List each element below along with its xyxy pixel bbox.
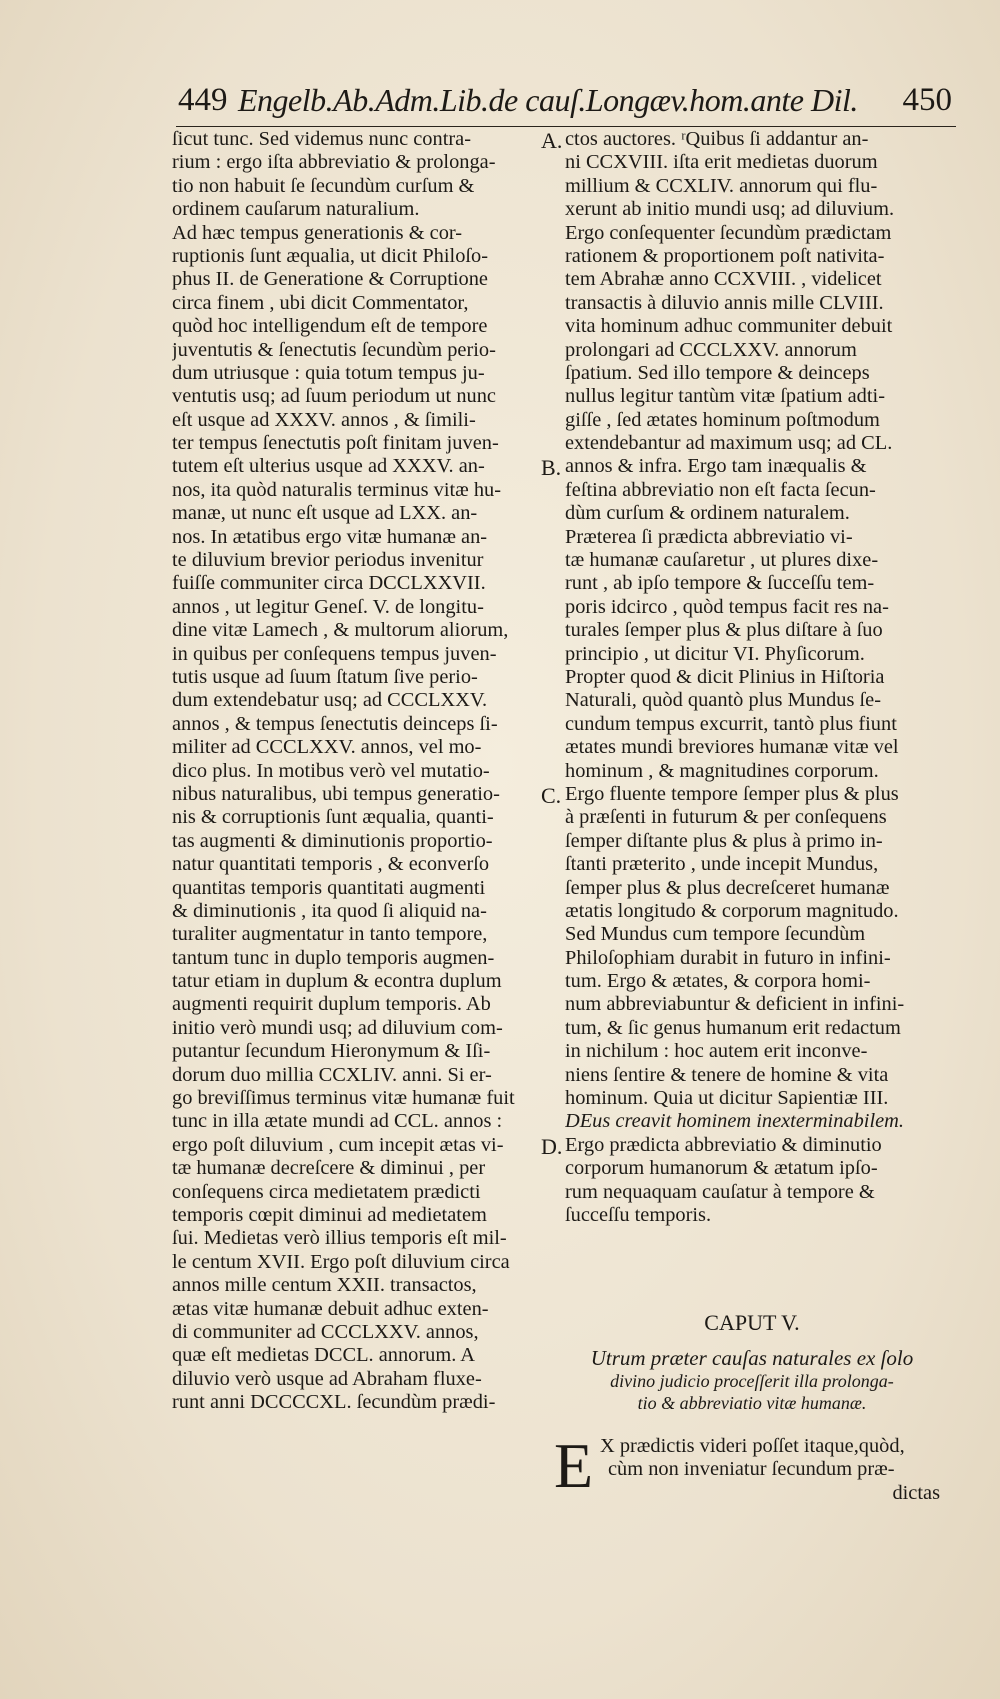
margin-letter-a: A.	[541, 128, 563, 153]
text-line: quæ eſt medietas DCCL. annorum. A	[172, 1344, 475, 1367]
text-line: Ergo prædicta abbreviatio & diminutio	[565, 1133, 882, 1156]
text-line: initio verò mundi usq; ad diluvium com-	[172, 1016, 503, 1039]
text-line: tas augmenti & diminutionis proportio-	[172, 829, 493, 852]
text-line: Propter quod & dicit Plinius in Hiſtoria	[565, 665, 885, 688]
text-line: Ad hæc tempus generationis & cor-	[172, 221, 463, 244]
text-line: tunc in illa ætate mundi ad CCL. annos :	[172, 1110, 503, 1133]
text-line: dum utriusque : quia totum tempus ju-	[172, 361, 485, 384]
text-line: tatur etiam in duplum & econtra duplum	[172, 970, 502, 993]
text-line: poris idcirco , quòd tempus facit res na-	[565, 595, 889, 618]
chapter-subtitle-line-2: divino judicio proceſſerit illa prolonga-	[610, 1371, 894, 1391]
text-line: tum. Ergo & ætates, & corpora homi-	[565, 970, 871, 993]
text-line: corporum humanorum & ætatum ipſo-	[565, 1157, 878, 1180]
text-line: ter tempus ſenectutis poſt finitam juven-	[172, 432, 499, 455]
text-line: niens ſentire & tenere de homine & vita	[565, 1063, 889, 1086]
text-line: runt anni DCCCCXL. ſecundùm prædi-	[172, 1391, 496, 1414]
right-text-column	[565, 128, 939, 1227]
text-line: Præterea ſi prædicta abbreviatio vi-	[565, 525, 853, 548]
text-line: ergo poſt diluvium , cum incepit ætas vi-	[172, 1133, 504, 1156]
text-line: temporis cœpit diminui ad medietatem	[172, 1203, 487, 1226]
text-line: nos, ita quòd naturalis terminus vitæ hu-	[172, 478, 502, 501]
page-number-right: 450	[902, 82, 952, 118]
text-line: annos , & tempus ſenectutis deinceps ſi-	[172, 712, 498, 735]
text-line: Philoſophiam durabit in futuro in infini-	[565, 946, 891, 969]
chapter-heading-block	[565, 1310, 939, 1414]
text-line: principio , ut dicitur VI. Phyſicorum.	[565, 642, 865, 665]
text-line: giſſe , ſed ætates hominum poſtmodum	[565, 408, 880, 431]
opening-line-1: X prædictis videri poſſet itaque,quòd,	[600, 1435, 905, 1457]
text-line: fuiſſe communiter circa DCCLXXVII.	[172, 572, 486, 595]
text-line: tutem eſt ulterius usque ad XXXV. an-	[172, 455, 485, 478]
chapter-subtitle-line-1: Utrum præter cauſas naturales ex ſolo	[590, 1346, 914, 1370]
text-line: diluvio verò usque ad Abraham fluxe-	[172, 1367, 482, 1390]
text-line: militer ad CCCLXXV. annos, vel mo-	[172, 736, 482, 759]
text-line: ſemper plus & plus decreſceret humanæ	[565, 876, 890, 899]
text-line: nullus legitur tantùm vitæ ſpatium adti-	[565, 385, 885, 408]
text-line: dùm curſum & ordinem naturalem.	[565, 502, 850, 525]
text-line: quantitas temporis quantitati augmenti	[172, 876, 486, 899]
text-line: ſucceſſu temporis.	[565, 1203, 712, 1226]
text-line: prolongari ad CCCLXXV. annorum	[565, 338, 857, 361]
text-line: tæ humanæ cauſaretur , ut plures dixe-	[565, 549, 879, 572]
text-line: quòd hoc intelligendum eſt de tempore	[172, 315, 488, 338]
text-line: vita hominum adhuc communiter debuit	[565, 315, 893, 338]
text-line: natur quantitati temporis , & econverſo	[172, 853, 490, 876]
text-line: xerunt ab initio mundi usq; ad diluvium.	[565, 198, 895, 221]
text-line: di communiter ad CCCLXXV. annos,	[172, 1320, 479, 1343]
catchword: dictas	[892, 1481, 940, 1504]
chapter-heading: CAPUT V.	[704, 1310, 800, 1335]
running-header	[176, 82, 956, 127]
text-line: ſui. Medietas verò illius temporis eſt mil-	[172, 1227, 507, 1250]
text-line: nibus naturalibus, ubi tempus generatio-	[172, 782, 500, 805]
text-line: DEus creavit hominem inexterminabilem.	[565, 1110, 905, 1133]
opening-line-2: cùm non inveniatur ſecundum præ-	[608, 1458, 895, 1481]
text-line: dorum duo millia CCXLIV. anni. Si er-	[172, 1063, 492, 1086]
text-line: & diminutionis , ita quod ſi aliquid na-	[172, 899, 487, 922]
text-line: ætas vitæ humanæ debuit adhuc exten-	[172, 1297, 489, 1320]
text-line: hominum , & magnitudines corporum.	[565, 759, 879, 782]
text-line: millium & CCXLIV. annorum qui flu-	[565, 174, 878, 197]
text-line: ſemper diſtante plus & plus à primo in-	[565, 829, 883, 852]
drop-cap: E	[554, 1430, 594, 1501]
chapter-opening-text	[600, 1435, 940, 1505]
text-line: nos. In ætatibus ergo vitæ humanæ an-	[172, 525, 488, 548]
text-line: eſt usque ad XXXV. annos , & ſimili-	[172, 408, 476, 431]
text-line: juventutis & ſenectutis ſecundùm perio-	[172, 338, 496, 361]
text-line: num abbreviabuntur & deficient in infini-	[565, 993, 905, 1016]
text-line: circa finem , ubi dicit Commentator,	[172, 291, 469, 314]
left-text-column	[172, 128, 540, 1414]
text-line: augmenti requirit duplum temporis. Ab	[172, 993, 491, 1016]
text-line: ætates mundi breviores humanæ vitæ vel	[565, 736, 899, 759]
text-line: tum, & ſic genus humanum erit redactum	[565, 1016, 901, 1039]
text-line: conſequens circa medietatem prædicti	[172, 1180, 481, 1203]
text-line: rationem & proportionem poſt nativita-	[565, 244, 885, 267]
text-line: ruptionis ſunt æqualia, ut dicit Philoſo-	[172, 244, 489, 267]
text-line: extendebantur ad maximum usq; ad CL.	[565, 432, 893, 455]
text-line: dico plus. In motibus verò vel mutatio-	[172, 759, 490, 782]
text-line: phus II. de Generatione & Corruptione	[172, 268, 488, 291]
page-number-left: 449	[178, 82, 228, 118]
text-line: tæ humanæ decreſcere & diminui , per	[172, 1157, 486, 1180]
text-line: annos & infra. Ergo tam inæqualis &	[565, 455, 867, 478]
text-line: Naturali, quòd quantò plus Mundus ſe-	[565, 689, 882, 712]
text-line: tantum tunc in duplo temporis augmen-	[172, 946, 495, 969]
text-line: ordinem cauſarum naturalium.	[172, 198, 420, 221]
text-line: ni CCXVIII. iſta erit medietas duorum	[565, 151, 878, 174]
text-line: in nichilum : hoc autem erit inconve-	[565, 1040, 868, 1063]
text-line: ventutis usq; ad ſuum periodum ut nunc	[172, 385, 496, 408]
text-line: feſtina abbreviatio non eſt facta ſecun-	[565, 478, 876, 501]
text-line: transactis à diluvio annis mille CLVIII.	[565, 291, 884, 314]
margin-letter-c: C.	[541, 783, 562, 808]
text-line: dine vitæ Lamech , & multorum aliorum,	[172, 619, 509, 642]
text-line: le centum XVII. Ergo poſt diluvium circa	[172, 1250, 510, 1273]
text-line: te diluvium brevior periodus invenitur	[172, 549, 484, 572]
text-line: annos , ut legitur Geneſ. V. de longitu-	[172, 595, 484, 618]
text-line: Sed Mundus cum tempore ſecundùm	[565, 923, 866, 946]
running-title: Engelb.Ab.Adm.Lib.de cauſ.Longæv.hom.ante Dil.	[238, 82, 858, 118]
text-line: hominum. Quia ut dicitur Sapientiæ III.	[565, 1087, 889, 1110]
text-line: go breviſſimus terminus vitæ humanæ fuit	[172, 1087, 515, 1110]
text-line: ſicut tunc. Sed videmus nunc contra-	[172, 128, 471, 150]
text-line: Ergo conſequenter ſecundùm prædictam	[565, 221, 892, 244]
text-line: tem Abrahæ anno CCXVIII. , videlicet	[565, 268, 882, 291]
text-line: turaliter augmentatur in tanto tempore,	[172, 923, 488, 946]
chapter-subtitle-line-3: tio & abbreviatio vitæ humanæ.	[637, 1393, 867, 1413]
text-line: nis & corruptionis ſunt æqualia, quanti-	[172, 806, 494, 829]
text-line: manæ, ut nunc eſt usque ad LXX. an-	[172, 502, 478, 525]
text-line: putantur ſecundum Hieronymum & Iſi-	[172, 1040, 491, 1063]
text-line: tutis usque ad ſuum ſtatum ſive perio-	[172, 665, 478, 688]
text-line: rum nequaquam cauſatur à tempore &	[565, 1180, 875, 1203]
text-line: ctos auctores. ʳQuibus ſi addantur an-	[565, 128, 869, 150]
text-line: cundum tempus excurrit, tantò plus fiunt	[565, 712, 897, 735]
text-line: tio non habuit ſe ſecundùm curſum &	[172, 174, 475, 197]
text-line: ſpatium. Sed illo tempore & deinceps	[565, 361, 870, 384]
text-line: à præſenti in futurum & per conſequens	[565, 806, 887, 829]
margin-letter-d: D.	[541, 1134, 563, 1159]
text-line: ſtanti præterito , unde incepit Mundus,	[565, 853, 879, 876]
text-line: ætatis longitudo & corporum magnitudo.	[565, 899, 899, 922]
text-line: runt , ab ipſo tempore & ſucceſſu tem-	[565, 572, 875, 595]
text-line: in quibus per conſequens tempus juven-	[172, 642, 497, 665]
text-line: turales ſemper plus & plus diſtare à ſuo	[565, 619, 883, 642]
text-line: dum extendebatur usq; ad CCCLXXV.	[172, 689, 488, 712]
text-line: Ergo fluente tempore ſemper plus & plus	[565, 782, 899, 805]
margin-letter-b: B.	[541, 455, 562, 480]
text-line: rium : ergo iſta abbreviatio & prolonga-	[172, 151, 496, 174]
text-line: annos mille centum XXII. transactos,	[172, 1274, 477, 1297]
